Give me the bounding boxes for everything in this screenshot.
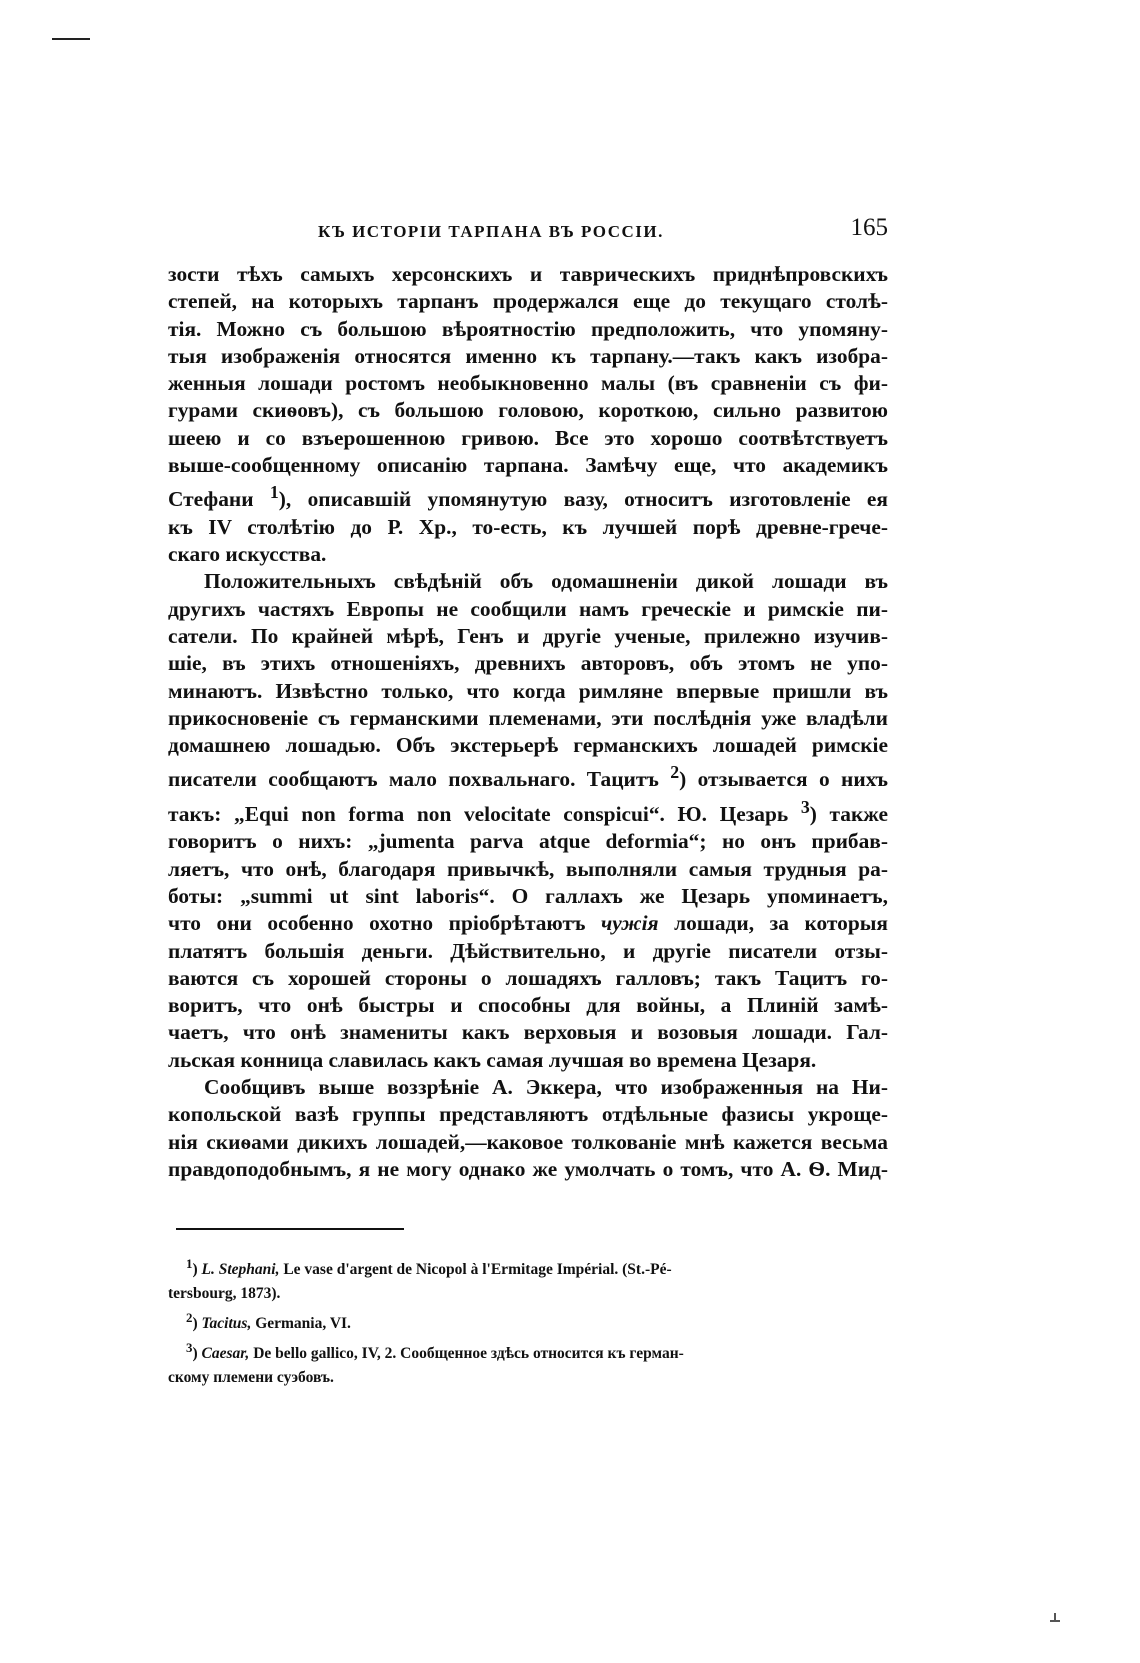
text-line: шеею и со взъерошенною гривою. Все это хорошо соотвѣтствуетъ xyxy=(168,425,888,450)
footnote-rule xyxy=(176,1228,404,1230)
text-line: что они особенно охотно пріобрѣтаютъ чужія лошади, за которыя xyxy=(168,911,888,936)
text-line: ляетъ, что онѣ, благодаря привычкѣ, выполняли самыя трудныя ра- xyxy=(168,856,888,881)
text-line: Положительныхъ свѣдѣній объ одомашненіи дикой лошади въ xyxy=(204,569,888,594)
running-title: КЪ ИСТОРІИ ТАРПАНА ВЪ РОССІИ. xyxy=(318,222,664,241)
text-line: Сообщивъ выше воззрѣніе А. Эккера, что изображенныя на Ни- xyxy=(204,1074,888,1099)
text-line: другихъ частяхъ Европы не сообщили намъ греческіе и римскіе пи- xyxy=(168,596,888,621)
footnotes xyxy=(168,1252,888,1390)
text-line: скаго искусства. xyxy=(168,542,327,567)
text-line: льская конница славилась какъ самая лучшая во времена Цезаря. xyxy=(168,1047,817,1072)
text-line: воритъ, что онѣ быстры и способны для войны, а Плиній замѣ- xyxy=(168,993,888,1018)
footnote-mark: 3 xyxy=(800,796,810,817)
text-line: тія. Можно съ большою вѣроятностію предположить, что упомяну- xyxy=(168,316,888,341)
footnote-3: $^3$) Caesar, De bello gallico, IV, 2. Сообщенное здѣсь относится къ герман- xyxy=(186,1340,684,1363)
footnote-3-cont: скому племени суэбовъ. xyxy=(168,1369,334,1387)
text-line: писатели сообщаютъ мало похвальнаго. Тацитъ $^2$) отзывается о нихъ xyxy=(168,762,888,792)
text-line: минаютъ. Извѣстно только, что когда римляне впервые пришли въ xyxy=(168,678,888,703)
footnote-number: 2 xyxy=(186,1310,193,1326)
text-line: домашнею лошадью. Объ экстерьерѣ германскихъ лошадей римскіе xyxy=(168,733,888,758)
page-header xyxy=(168,214,888,250)
text-line: зости тѣхъ самыхъ херсонскихъ и таврическихъ приднѣпровскихъ xyxy=(168,262,888,286)
footnote-mark: 1 xyxy=(269,482,279,503)
text-line: такъ: „Equi non forma non velocitate conspicui“. Ю. Цезарь $^3$) также xyxy=(168,796,888,827)
text-line: выше-сообщенному описанію тарпана. Замѣчу еще, что академикъ xyxy=(168,453,888,478)
text-line: шіе, въ этихъ отношеніяхъ, древнихъ авторовъ, объ этомъ не упо- xyxy=(168,651,888,676)
text-line: копольской вазѣ группы представляютъ отдѣльные фазисы укроще- xyxy=(168,1102,888,1127)
text-line: гурами скиѳовъ), съ большою головою, короткою, сильно развитою xyxy=(168,398,888,423)
text-line: сатели. По крайней мѣрѣ, Генъ и другіе ученые, прилежно изучив- xyxy=(168,623,888,648)
footnote-1-cont: tersbourg, 1873). xyxy=(168,1285,281,1303)
footnote-number: 1 xyxy=(186,1256,193,1271)
text-line: тыя изображенія относятся именно къ тарпану.—такъ какъ изобра- xyxy=(168,343,888,368)
text-line: къ IV столѣтію до Р. Хр., то-есть, къ лучшей порѣ древне-грече- xyxy=(168,514,888,539)
text-line: прикосновеніе съ германскими племенами, эти послѣднія уже владѣли xyxy=(168,705,888,730)
footnote-number: 3 xyxy=(186,1340,193,1356)
text-line: боты: „summi ut sint laboris“. О галлахъ же Цезарь упоминаетъ, xyxy=(168,883,888,908)
emphasis: чужія xyxy=(601,911,659,936)
footnote-2: $^2$) Tacitus, Germania, VI. xyxy=(186,1310,351,1333)
corner-mark xyxy=(52,38,90,40)
text-line: чаетъ, что онѣ знамениты какъ верховыя и возовыя лошади. Гал- xyxy=(168,1020,888,1045)
text-line: ваются съ хорошей стороны о лошадяхъ галловъ; такъ Тацитъ го- xyxy=(168,965,888,990)
page-mark xyxy=(1050,1620,1060,1622)
text-line: степей, на которыхъ тарпанъ продержался еще до текущаго столѣ- xyxy=(168,289,888,314)
text-line: Стефани $^1$), описавшій упомянутую вазу, относитъ изготовленіе ея xyxy=(168,482,888,512)
text-line: правдоподобнымъ, я не могу однако же умолчать о томъ, что А. Ѳ. Мид- xyxy=(168,1156,888,1181)
body-text xyxy=(168,261,888,1183)
footnote-1: $^1$) L. Stephani, Le vase d'argent de Nicopol à l'Ermitage Impérial. (St.-Pé- xyxy=(186,1256,672,1279)
text-line: говоритъ о нихъ: „jumenta parva atque deformia“; но онъ прибав- xyxy=(168,829,888,854)
page-number: 165 xyxy=(850,214,888,241)
footnote-mark: 2 xyxy=(670,762,680,783)
text-line: нія скиѳами дикихъ лошадей,—каковое толкованіе мнѣ кажется весьма xyxy=(168,1129,888,1154)
text-line: женныя лошади ростомъ необыкновенно малы (въ сравненіи съ фи- xyxy=(168,371,888,396)
text-line: платятъ большія деньги. Дѣйствительно, и другіе писатели отзы- xyxy=(168,938,888,963)
